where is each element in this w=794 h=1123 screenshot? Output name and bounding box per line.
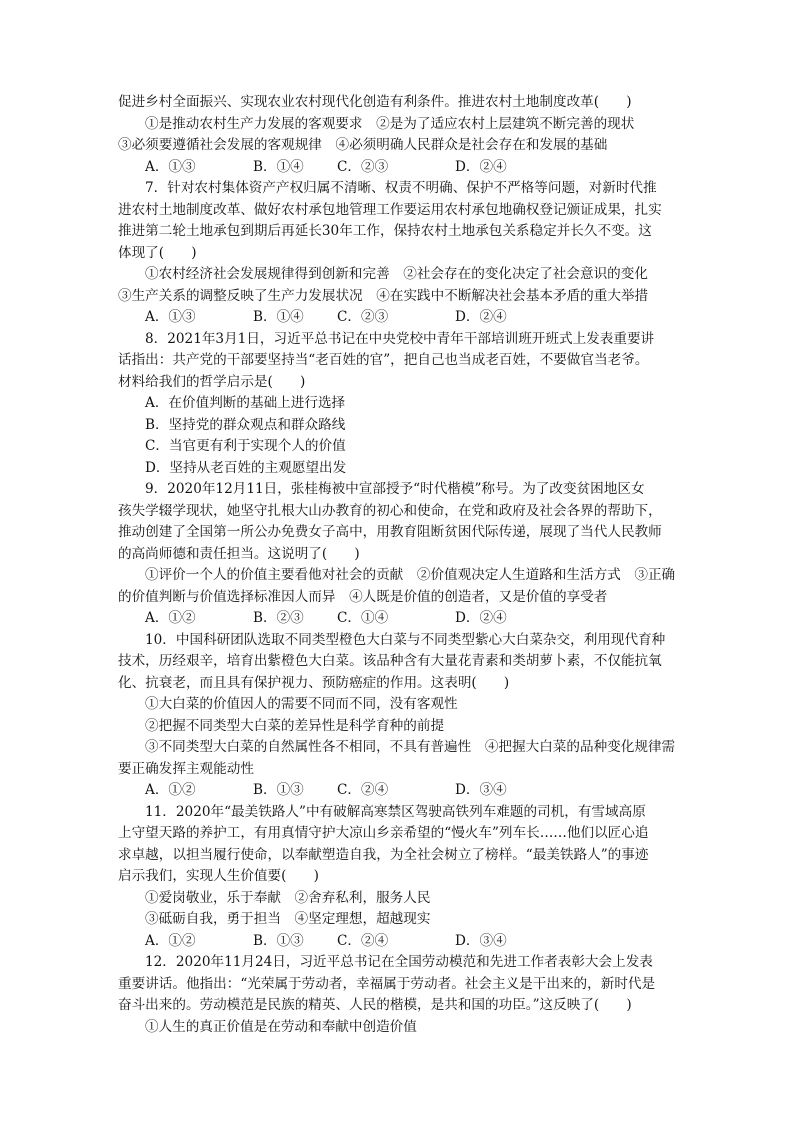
answer-options-q10 (118, 780, 678, 802)
exam-page (118, 92, 678, 1038)
option-a: A．①② (145, 932, 196, 949)
option-a: A．①② (145, 610, 196, 626)
statement-line: ①农村经济社会发展规律得到创新和完善 ②社会存在的变化决定了社会意识的变化 (145, 266, 648, 282)
statement-block: ①评价一个人的价值主要看他对社会的贡献 ②价值观决定人生道路和生活方式 ③正确的价值判断与价值选择标准因人而异 ④人既是价值的创造者，又是价值的享受者 (118, 567, 676, 605)
option-c: C．①④ (337, 610, 389, 626)
statement-line: ①爱岗敬业，乐于奉献 ②舍弃私利，服务人民 (145, 889, 431, 906)
answer-options-q7 (118, 307, 678, 329)
text-line: 启示我们，实现人生价值要( ) (118, 868, 319, 884)
statement-line: ③生产关系的调整反映了生产力发展状况 ④在实践中不断解决社会基本矛盾的重大举措 (118, 287, 649, 304)
text-line: 促进乡村全面振兴、实现农业农村现代化创造有利条件。推进农村土地制度改革( ) (118, 94, 632, 110)
text-line: 进农村土地制度改革、做好农村承包地管理工作要运用农村承包地确权登记颁证成果，扎实 (118, 201, 662, 218)
option-b: B．②③ (253, 610, 304, 626)
option-d: D．②④ (455, 309, 507, 325)
statement-line: ①是推动农村生产力发展的客观要求 ②是为了适应农村上层建筑不断完善的现状 (145, 115, 635, 132)
question-11-stem: 11．2020年“最美铁路人”中有破解高寒禁区驾驶高铁列车难题的司机，有雪域高原 (145, 803, 646, 820)
option-c: C．②③ (337, 309, 389, 325)
text-line: 孩失学辍学现状，她坚守扎根大山办教育的初心和使命，在党和政府及社会各界的帮助下， (118, 502, 662, 519)
statement-block: ③不同类型大白菜的自然属性各不相同，不具有普遍性 ④把握大白菜的品种变化规律需要正确发挥主观能动性 (118, 739, 676, 777)
option-d: D．③④ (455, 932, 507, 949)
statement-line: ①人生的真正价值是在劳动和奉献中创造价值 (145, 1018, 417, 1035)
text-line: 技术，历经艰辛，培育出紫橙色大白菜。该品种含有大量花青素和类胡萝卜素，不仅能抗氧 (118, 653, 662, 669)
statement-line: ②把握不同类型大白菜的差异性是科学育种的前提 (145, 717, 445, 734)
statement-line: ①大白菜的价值因人的需要不同而不同，没有客观性 (145, 696, 458, 712)
text-line: 推进第二轮土地承包到期后再延长30年工作，保持农村土地承包关系稳定并长久不变。这 (118, 223, 652, 239)
text-line: 体现了( ) (118, 244, 197, 261)
option-b: B．①④ (253, 158, 304, 175)
text-line: 求卓越，以担当履行使命，以奉献塑造自我，为全社会树立了榜样。“最美铁路人”的事迹 (118, 846, 649, 863)
option-d: D．②④ (455, 158, 507, 175)
option-c: C．②③ (337, 158, 389, 175)
option-b: B．①③ (253, 782, 304, 798)
question-10-stem: 10．中国科研团队选取不同类型橙色大白菜与不同类型紫心大白菜杂交，利用现代育种 (145, 631, 666, 648)
question-7-stem: 7．针对农村集体资产产权归属不清晰、权责不明确、保护不严格等问题，对新时代推 (145, 180, 657, 196)
text-line: 推动创建了全国第一所公办免费女子高中，用教育阻断贫困代际传递，展现了当代人民教师 (118, 524, 662, 540)
option-d: D．坚持从老百姓的主观愿望出发 (145, 459, 347, 476)
question-8-stem: 8．2021年3月1日，习近平总书记在中央党校中青年干部培训班开班式上发表重要讲 (145, 330, 655, 347)
statement-line: ③砥砺自我，勇于担当 ④坚定理想，超越现实 (145, 911, 431, 927)
option-c: C．②④ (337, 932, 389, 949)
text-line: 重要讲话。他指出：“光荣属于劳动者，幸福属于劳动者。社会主义是干出来的，新时代是 (118, 975, 656, 992)
option-b: B．坚持党的群众观点和群众路线 (145, 416, 346, 433)
question-9-stem: 9．2020年12月11日，张桂梅被中宣部授予“时代楷模”称号。为了改变贫困地区女 (145, 481, 645, 497)
option-b: B．①④ (253, 309, 304, 325)
question-12-stem: 12．2020年11月24日，习近平总书记在全国劳动模范和先进工作者表彰大会上发表 (145, 954, 653, 970)
option-c: C．②④ (337, 782, 389, 798)
answer-options-q9 (118, 608, 678, 630)
option-c: C．当官更有利于实现个人的价值 (145, 438, 346, 454)
option-a: A．在价值判断的基础上进行选择 (145, 395, 346, 411)
text-line: 材料给我们的哲学启示是( ) (118, 373, 306, 390)
option-a: A．①③ (145, 309, 196, 325)
answer-options-q11 (118, 931, 678, 953)
answer-options-q6 (118, 157, 678, 179)
option-a: A．①③ (145, 158, 196, 175)
text-line: 化、抗衰老，而且具有保护视力、预防癌症的作用。这表明( ) (118, 674, 510, 691)
text-line: 的高尚师德和责任担当。这说明了( ) (118, 545, 360, 562)
option-a: A．①② (145, 782, 196, 798)
text-line: 话指出：共产党的干部要坚持当“老百姓的官”，把自己也当成老百姓，不要做官当老爷。 (118, 352, 649, 368)
option-b: B．①③ (253, 932, 304, 949)
text-line: 奋斗出来的。劳动模范是民族的精英、人民的楷模，是共和国的功臣。”这反映了( ) (118, 997, 632, 1013)
option-d: D．②④ (455, 610, 507, 626)
statement-line: ③必须要遵循社会发展的客观规律 ④必须明确人民群众是社会存在和发展的基础 (118, 137, 608, 153)
option-d: D．③④ (455, 782, 507, 798)
text-line: 上守望天路的养护工，有用真情守护大凉山乡亲希望的“慢火车”列车长……他们以匠心追 (118, 825, 649, 841)
